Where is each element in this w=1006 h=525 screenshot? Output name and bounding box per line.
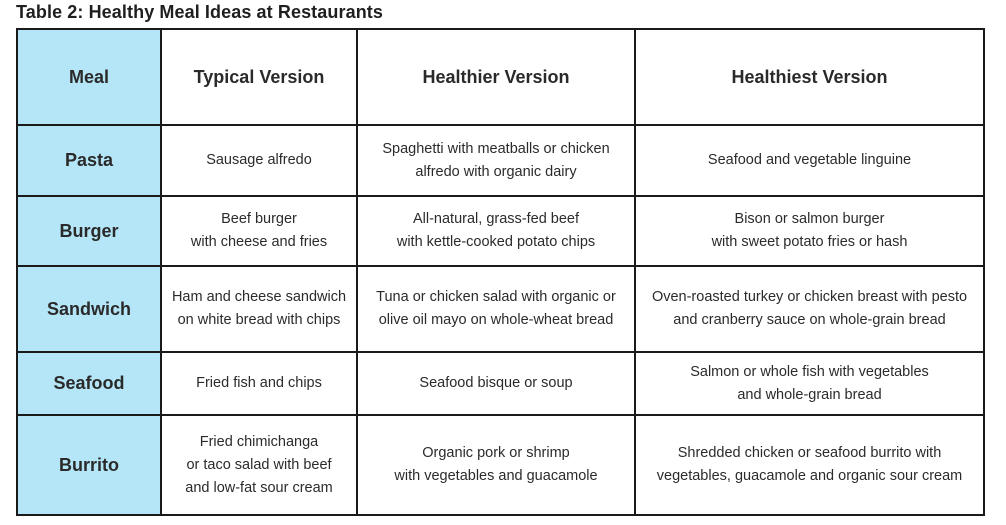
- healthier-cell: [357, 352, 635, 415]
- header-row: [17, 29, 984, 125]
- cell-line: and low-fat sour cream: [185, 479, 333, 496]
- cell-line: Organic pork or shrimp: [422, 445, 570, 461]
- table-row: [17, 415, 984, 515]
- table-row: [17, 266, 984, 352]
- healthier-cell: [357, 196, 635, 266]
- cell-line: and cranberry sauce on whole-grain bread: [673, 312, 946, 328]
- healthiest-cell: [635, 266, 984, 352]
- meal-ideas-table: [16, 28, 985, 516]
- cell-line: with kettle-cooked potato chips: [396, 234, 596, 250]
- healthiest-cell: [635, 352, 984, 415]
- healthier-cell: [357, 415, 635, 515]
- table-title: Table 2: Healthy Meal Ideas at Restaurants: [16, 2, 383, 22]
- meal-name: Burrito: [17, 415, 161, 515]
- cell-line: with cheese and fries: [190, 234, 328, 250]
- cell-line: and whole-grain bread: [737, 386, 882, 403]
- table-row: [17, 196, 984, 266]
- cell-line: Oven-roasted turkey or chicken breast with pesto: [651, 289, 968, 305]
- cell-line: alfredo with organic dairy: [415, 163, 577, 180]
- meal-name: Seafood: [17, 352, 161, 415]
- healthiest-cell: [635, 415, 984, 515]
- header-healthiest-version: Healthiest Version: [635, 29, 984, 125]
- healthiest-cell: [635, 196, 984, 266]
- cell-line: with vegetables and guacamole: [394, 468, 598, 484]
- healthiest-cell: [635, 125, 984, 196]
- cell-line: Spaghetti with meatballs or chicken: [382, 140, 610, 157]
- cell-line: olive oil mayo on whole-wheat bread: [378, 312, 614, 328]
- meal-name: Burger: [17, 196, 161, 266]
- cell-line: Bison or salmon burger: [734, 211, 885, 227]
- cell-line: Fried chimichanga: [199, 433, 319, 450]
- cell-line: Seafood bisque or soup: [419, 375, 573, 391]
- healthier-cell: [357, 125, 635, 196]
- typical-cell: [161, 196, 357, 266]
- cell-line: Ham and cheese sandwich: [171, 289, 347, 305]
- header-meal: Meal: [17, 29, 161, 125]
- table-row: [17, 352, 984, 415]
- table-row: [17, 125, 984, 196]
- cell-line: Fried fish and chips: [196, 375, 322, 391]
- header-typical-version: Typical Version: [161, 29, 357, 125]
- cell-line: Tuna or chicken salad with organic or: [376, 289, 616, 305]
- cell-line: Sausage alfredo: [206, 152, 312, 168]
- cell-line: on white bread with chips: [177, 312, 341, 328]
- meal-name: Pasta: [17, 125, 161, 196]
- cell-line: vegetables, guacamole and organic sour cream: [656, 468, 963, 484]
- meal-name: Sandwich: [17, 266, 161, 352]
- cell-line: with sweet potato fries or hash: [711, 234, 908, 250]
- cell-line: Shredded chicken or seafood burrito with: [677, 445, 942, 461]
- cell-line: Salmon or whole fish with vegetables: [690, 363, 929, 380]
- header-healthier-version: Healthier Version: [357, 29, 635, 125]
- cell-line: or taco salad with beef: [186, 456, 332, 473]
- cell-line: Seafood and vegetable linguine: [707, 152, 912, 168]
- healthier-cell: [357, 266, 635, 352]
- typical-cell: [161, 415, 357, 515]
- typical-cell: [161, 352, 357, 415]
- cell-line: All-natural, grass-fed beef: [412, 211, 580, 227]
- cell-line: Beef burger: [221, 211, 297, 227]
- typical-cell: [161, 125, 357, 196]
- typical-cell: [161, 266, 357, 352]
